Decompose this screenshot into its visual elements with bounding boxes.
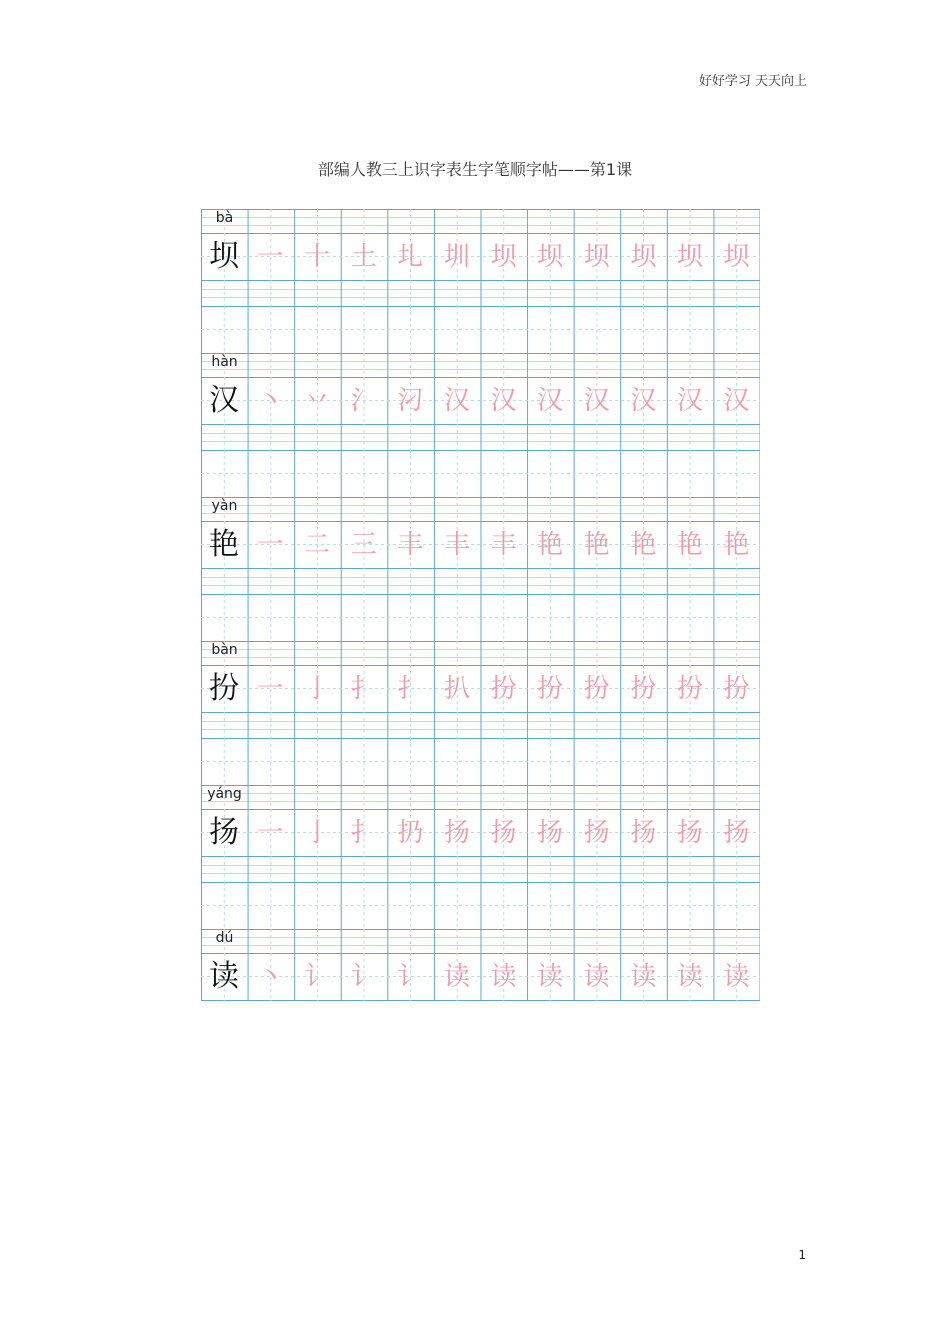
stroke-order-step: 讠 <box>397 961 424 992</box>
character-block <box>201 641 760 785</box>
stroke-order-step: 扬 <box>443 817 470 848</box>
header-motto: 好好学习 天天向上 <box>698 74 807 89</box>
stroke-order-step: 汉 <box>583 385 610 416</box>
stroke-order-step: 艳 <box>537 529 564 560</box>
stroke-order-step: 扌 <box>350 817 377 848</box>
stroke-order-step: 扮 <box>490 673 517 704</box>
stroke-order-step: 一 <box>257 529 284 560</box>
model-character: 扮 <box>209 670 239 706</box>
stroke-order-step: 二 <box>304 529 331 560</box>
stroke-order-step: 坝 <box>583 241 610 272</box>
stroke-order-step: 扬 <box>490 817 517 848</box>
tianzige-grid <box>201 353 760 498</box>
stroke-order-step: 艳 <box>583 529 610 560</box>
stroke-order-step: 讠 <box>304 961 331 992</box>
stroke-order-step: 圠 <box>397 241 424 272</box>
stroke-order-step: 汉 <box>490 385 517 416</box>
tianzige-grid <box>201 785 760 930</box>
stroke-order-step: 艳 <box>723 529 750 560</box>
character-block <box>201 497 760 641</box>
worksheet-title: 部编人教三上识字表生字笔顺字帖——第1课 <box>317 160 633 179</box>
stroke-order-step: 汉 <box>443 385 470 416</box>
practice-sheet <box>201 209 760 1001</box>
stroke-order-step: 丰 <box>490 529 517 560</box>
stroke-order-step: 扬 <box>537 817 564 848</box>
stroke-order-step: 坝 <box>676 241 703 272</box>
stroke-order-step: 丰 <box>443 529 470 560</box>
stroke-order-step: 亅 <box>304 673 331 704</box>
stroke-order-step: 扮 <box>723 673 750 704</box>
stroke-order-step: 一 <box>257 673 284 704</box>
stroke-order-step: 丶 <box>257 961 284 992</box>
stroke-order-step: 坝 <box>537 241 564 272</box>
model-character: 艳 <box>209 526 239 562</box>
stroke-order-step: 读 <box>583 961 610 992</box>
stroke-order-step: 汉 <box>630 385 657 416</box>
stroke-order-step: 氵 <box>350 385 377 416</box>
tianzige-grid <box>201 497 760 642</box>
stroke-order-step: 一 <box>257 817 284 848</box>
pinyin-label: dú <box>215 930 234 946</box>
stroke-order-step: 坝 <box>723 241 750 272</box>
stroke-order-step: 坝 <box>630 241 657 272</box>
stroke-order-step: 亅 <box>304 817 331 848</box>
stroke-order-step: 扬 <box>676 817 703 848</box>
stroke-order-step: 读 <box>676 961 703 992</box>
model-character: 汉 <box>209 382 239 418</box>
stroke-order-step: 丶 <box>257 385 284 416</box>
stroke-order-step: 汉 <box>723 385 750 416</box>
stroke-order-step: 汉 <box>676 385 703 416</box>
stroke-order-step: 扬 <box>583 817 610 848</box>
stroke-order-step: 扌 <box>397 673 424 704</box>
character-block <box>201 209 760 353</box>
stroke-order-step: 十 <box>304 241 331 272</box>
stroke-order-step: 丷 <box>304 385 331 416</box>
tianzige-grid <box>201 209 760 354</box>
stroke-order-step: 扒 <box>443 673 470 704</box>
model-character: 读 <box>209 958 239 994</box>
stroke-order-step: 扬 <box>630 817 657 848</box>
pinyin-label: bà <box>215 210 234 226</box>
stroke-order-step: 扮 <box>630 673 657 704</box>
page-number: 1 <box>798 1248 806 1262</box>
stroke-order-step: 土 <box>350 241 377 272</box>
stroke-order-step: 扮 <box>537 673 564 704</box>
pinyin-label: hàn <box>211 354 238 370</box>
stroke-order-step: 讠 <box>350 961 377 992</box>
stroke-order-step: 扬 <box>723 817 750 848</box>
stroke-order-step: 读 <box>537 961 564 992</box>
model-character: 坝 <box>209 238 239 274</box>
character-block <box>201 785 760 929</box>
stroke-order-step: 汈 <box>397 385 424 416</box>
stroke-order-step: 一 <box>257 241 284 272</box>
stroke-order-step: 艳 <box>676 529 703 560</box>
stroke-order-step: 读 <box>443 961 470 992</box>
stroke-order-step: 读 <box>723 961 750 992</box>
character-block <box>201 929 760 1001</box>
stroke-order-step: 艳 <box>630 529 657 560</box>
pinyin-label: yáng <box>207 786 242 802</box>
stroke-order-step: 扮 <box>676 673 703 704</box>
pinyin-label: bàn <box>211 642 238 658</box>
pinyin-label: yàn <box>211 498 238 514</box>
stroke-order-step: 读 <box>490 961 517 992</box>
stroke-order-step: 三 <box>350 529 377 560</box>
stroke-order-step: 丰 <box>397 529 424 560</box>
stroke-order-step: 汉 <box>537 385 564 416</box>
stroke-order-step: 读 <box>630 961 657 992</box>
tianzige-grid <box>201 641 760 786</box>
stroke-order-step: 扔 <box>397 817 424 848</box>
model-character: 扬 <box>209 814 239 850</box>
stroke-order-step: 坝 <box>490 241 517 272</box>
stroke-order-step: 扌 <box>350 673 377 704</box>
stroke-order-step: 圳 <box>443 241 470 272</box>
character-block <box>201 353 760 497</box>
stroke-order-step: 扮 <box>583 673 610 704</box>
